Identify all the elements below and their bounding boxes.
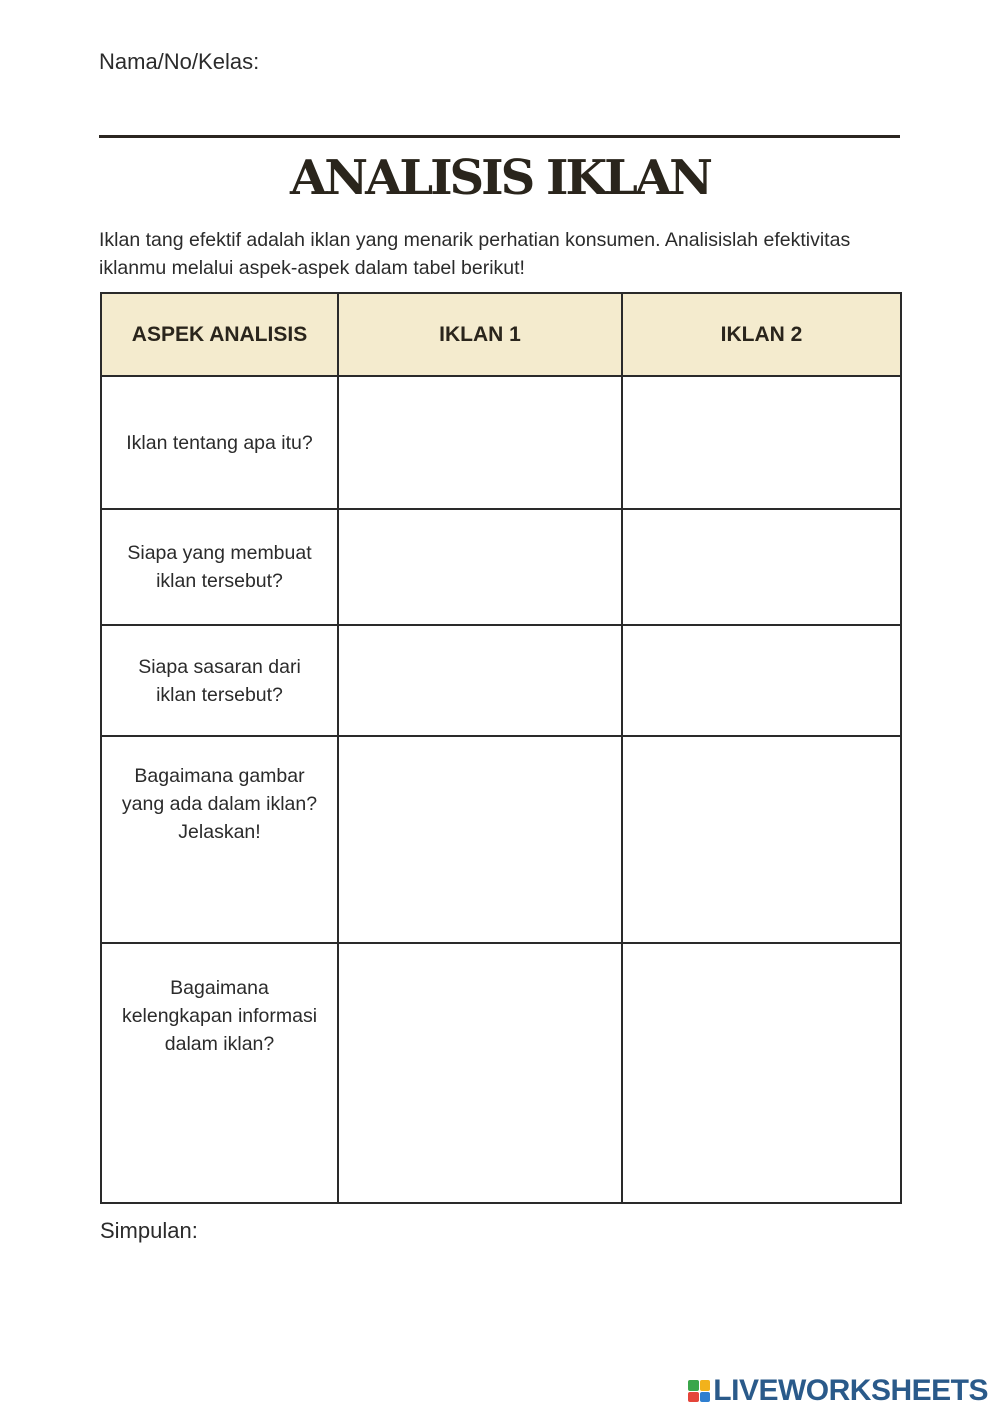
brand-name: LIVEWORKSHEETS [713, 1374, 988, 1407]
aspect-cell [101, 509, 338, 625]
title-divider [99, 135, 900, 138]
table-row [101, 943, 901, 1203]
instructions-text: Iklan tang efektif adalah iklan yang menarik perhatian konsumen. Analisislah efektivitas iklanmu melalui aspek-aspek dalam tabel berikut! [99, 229, 851, 279]
name-class-label: Nama/No/Kelas: [99, 49, 260, 74]
aspect-cell [101, 625, 338, 736]
aspect-cell [101, 376, 338, 509]
aspect-question: Siapa yang membuat iklan tersebut? [127, 542, 312, 592]
table-row [101, 625, 901, 736]
aspect-question: Siapa sasaran dari iklan tersebut? [138, 655, 301, 706]
header-iklan-1: IKLAN 1 [338, 293, 622, 376]
aspect-question: Bagaimana kelengkapan informasi dalam iklan? [121, 977, 318, 1055]
table-row [101, 509, 901, 625]
iklan-2-answer-cell[interactable] [622, 625, 901, 736]
header-aspek-analisis: ASPEK ANALISIS [101, 293, 338, 376]
iklan-1-answer-cell[interactable] [338, 376, 622, 509]
iklan-2-answer-cell[interactable] [622, 943, 901, 1203]
aspect-cell [101, 736, 338, 943]
iklan-2-answer-cell[interactable] [622, 376, 901, 509]
aspect-question: Iklan tentang apa itu? [126, 431, 313, 454]
liveworksheets-logo-icon [688, 1380, 710, 1402]
page-title: ANALISIS IKLAN [289, 150, 711, 206]
table-header-row [101, 293, 901, 376]
header-iklan-2: IKLAN 2 [622, 293, 901, 376]
iklan-2-answer-cell[interactable] [622, 736, 901, 943]
analysis-table [100, 292, 902, 1204]
iklan-2-answer-cell[interactable] [622, 509, 901, 625]
table-row [101, 376, 901, 509]
aspect-cell [101, 943, 338, 1203]
iklan-1-answer-cell[interactable] [338, 736, 622, 943]
conclusion-label: Simpulan: [100, 1218, 198, 1243]
iklan-1-answer-cell[interactable] [338, 943, 622, 1203]
aspect-question: Bagaimana gambar yang ada dalam iklan? Jelaskan! [121, 765, 318, 843]
iklan-1-answer-cell[interactable] [338, 509, 622, 625]
table-row [101, 736, 901, 943]
liveworksheets-brand [688, 1374, 988, 1408]
iklan-1-answer-cell[interactable] [338, 625, 622, 736]
